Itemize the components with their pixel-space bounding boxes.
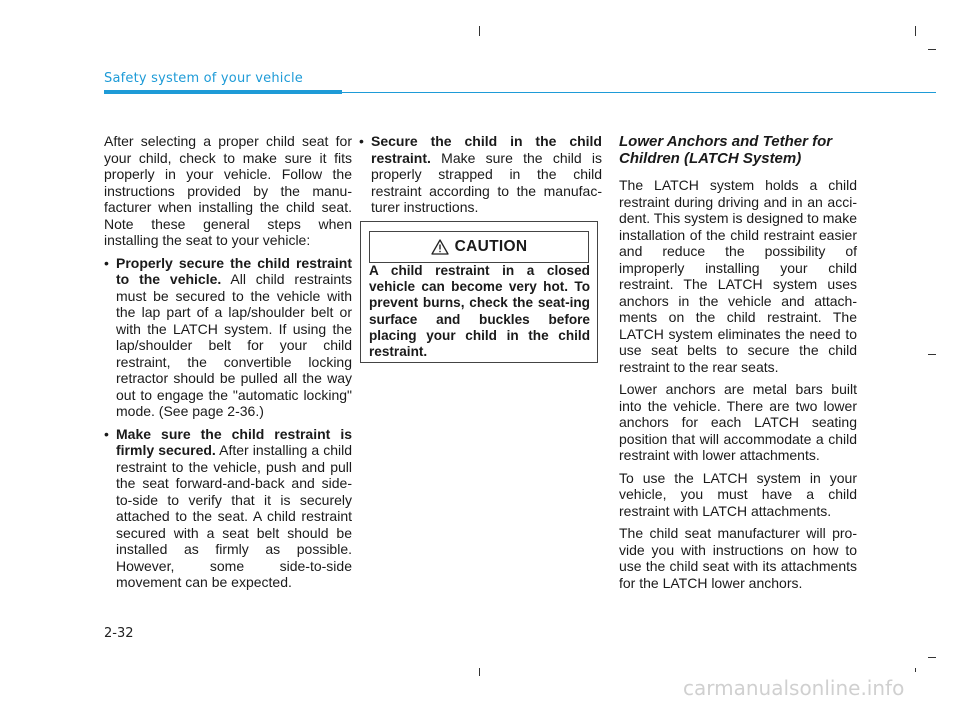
body-paragraph: Lower anchors are metal bars built into the vehicle. There are two lower anchors for each LATCH seating position that will accommodate a child restraint with lower attachments. — [619, 381, 857, 463]
crop-mark — [915, 26, 916, 36]
list-item-text: All child restraints must be secured to the vehicle with the lap part of a lap/shoulder belt or with the LATCH system. If using the lap/shoulder belt for your child restraint, the convertible locking retractor should be pulled all the way out to engage the "automatic locking" mode. (See page 2-36.) — [116, 271, 353, 419]
caution-box — [360, 221, 598, 363]
column-right — [619, 133, 857, 597]
bullet-icon: • — [359, 133, 364, 149]
steps-list-continued — [359, 133, 602, 216]
crop-mark — [928, 657, 936, 658]
caution-header — [369, 231, 589, 263]
crop-mark — [928, 49, 936, 50]
section-header-title: Safety system of your vehicle — [104, 71, 303, 86]
list-item-text: After installing a child restraint to the vehicle, push and pull the seat forward-and-back and side-to-side to verify that it is securely attached to the seat. A child restraint secured with a seat belt should be installed as firmly as possible. However, some side-to-side movement can be expected. — [116, 442, 352, 590]
list-item-text: Make sure the child is properly strapped in the child restraint according to the manufac-turer instructions. — [371, 149, 602, 215]
crop-mark — [928, 354, 936, 355]
intro-paragraph: After selecting a proper child seat for your child, check to make sure it fits properly in your vehicle. Follow the instructions provided by the manu-facturer when installing the child seat. Note these general steps when installing the seat to your vehicle: — [104, 133, 352, 248]
list-item — [104, 255, 352, 420]
crop-mark — [479, 668, 480, 676]
list-item-lead: Make sure the child restraint is firmly secured. — [116, 425, 352, 458]
bullet-icon: • — [104, 425, 109, 442]
steps-list — [104, 255, 352, 591]
watermark: carmanualsonline.info — [683, 676, 905, 700]
list-item — [359, 133, 602, 216]
column-middle — [359, 133, 602, 222]
crop-mark — [915, 668, 916, 672]
crop-mark — [479, 26, 480, 36]
body-paragraph: To use the LATCH system in your vehicle, you must have a child restraint with LATCH attachments. — [619, 469, 857, 519]
bullet-icon: • — [104, 254, 109, 271]
section-heading: Lower Anchors and Tether for Children (LATCH System) — [619, 133, 833, 167]
page-number: 2-32 — [104, 626, 134, 641]
list-item-lead: Secure the child in the child restraint. — [371, 133, 602, 166]
body-paragraph: The child seat manufacturer will pro-vide you with instructions on how to use the child seat with its attachments for the LATCH lower anchors. — [619, 525, 857, 591]
caution-text: A child restraint in a closed vehicle can become very hot. To prevent burns, check the seat-ing surface and buckles before placing your child in the child restraint. — [369, 263, 590, 360]
caution-label: CAUTION — [454, 238, 528, 255]
list-item-lead: Properly secure the child restraint to the vehicle. — [116, 254, 352, 287]
warning-triangle-icon — [431, 239, 449, 255]
header-rule — [342, 92, 936, 94]
list-item — [104, 426, 352, 591]
header-rule-accent — [104, 90, 342, 94]
column-left — [104, 133, 352, 597]
body-paragraph: The LATCH system holds a child restraint during driving and in an acci-dent. This system is designed to make installation of the child restraint easier and reduce the possibility of improperly installing your child restraint. The LATCH system uses anchors in the vehicle and attach-ments on the child restraint. The LATCH system eliminates the need to use seat belts to secure the child restraint to the rear seats. — [619, 177, 857, 375]
